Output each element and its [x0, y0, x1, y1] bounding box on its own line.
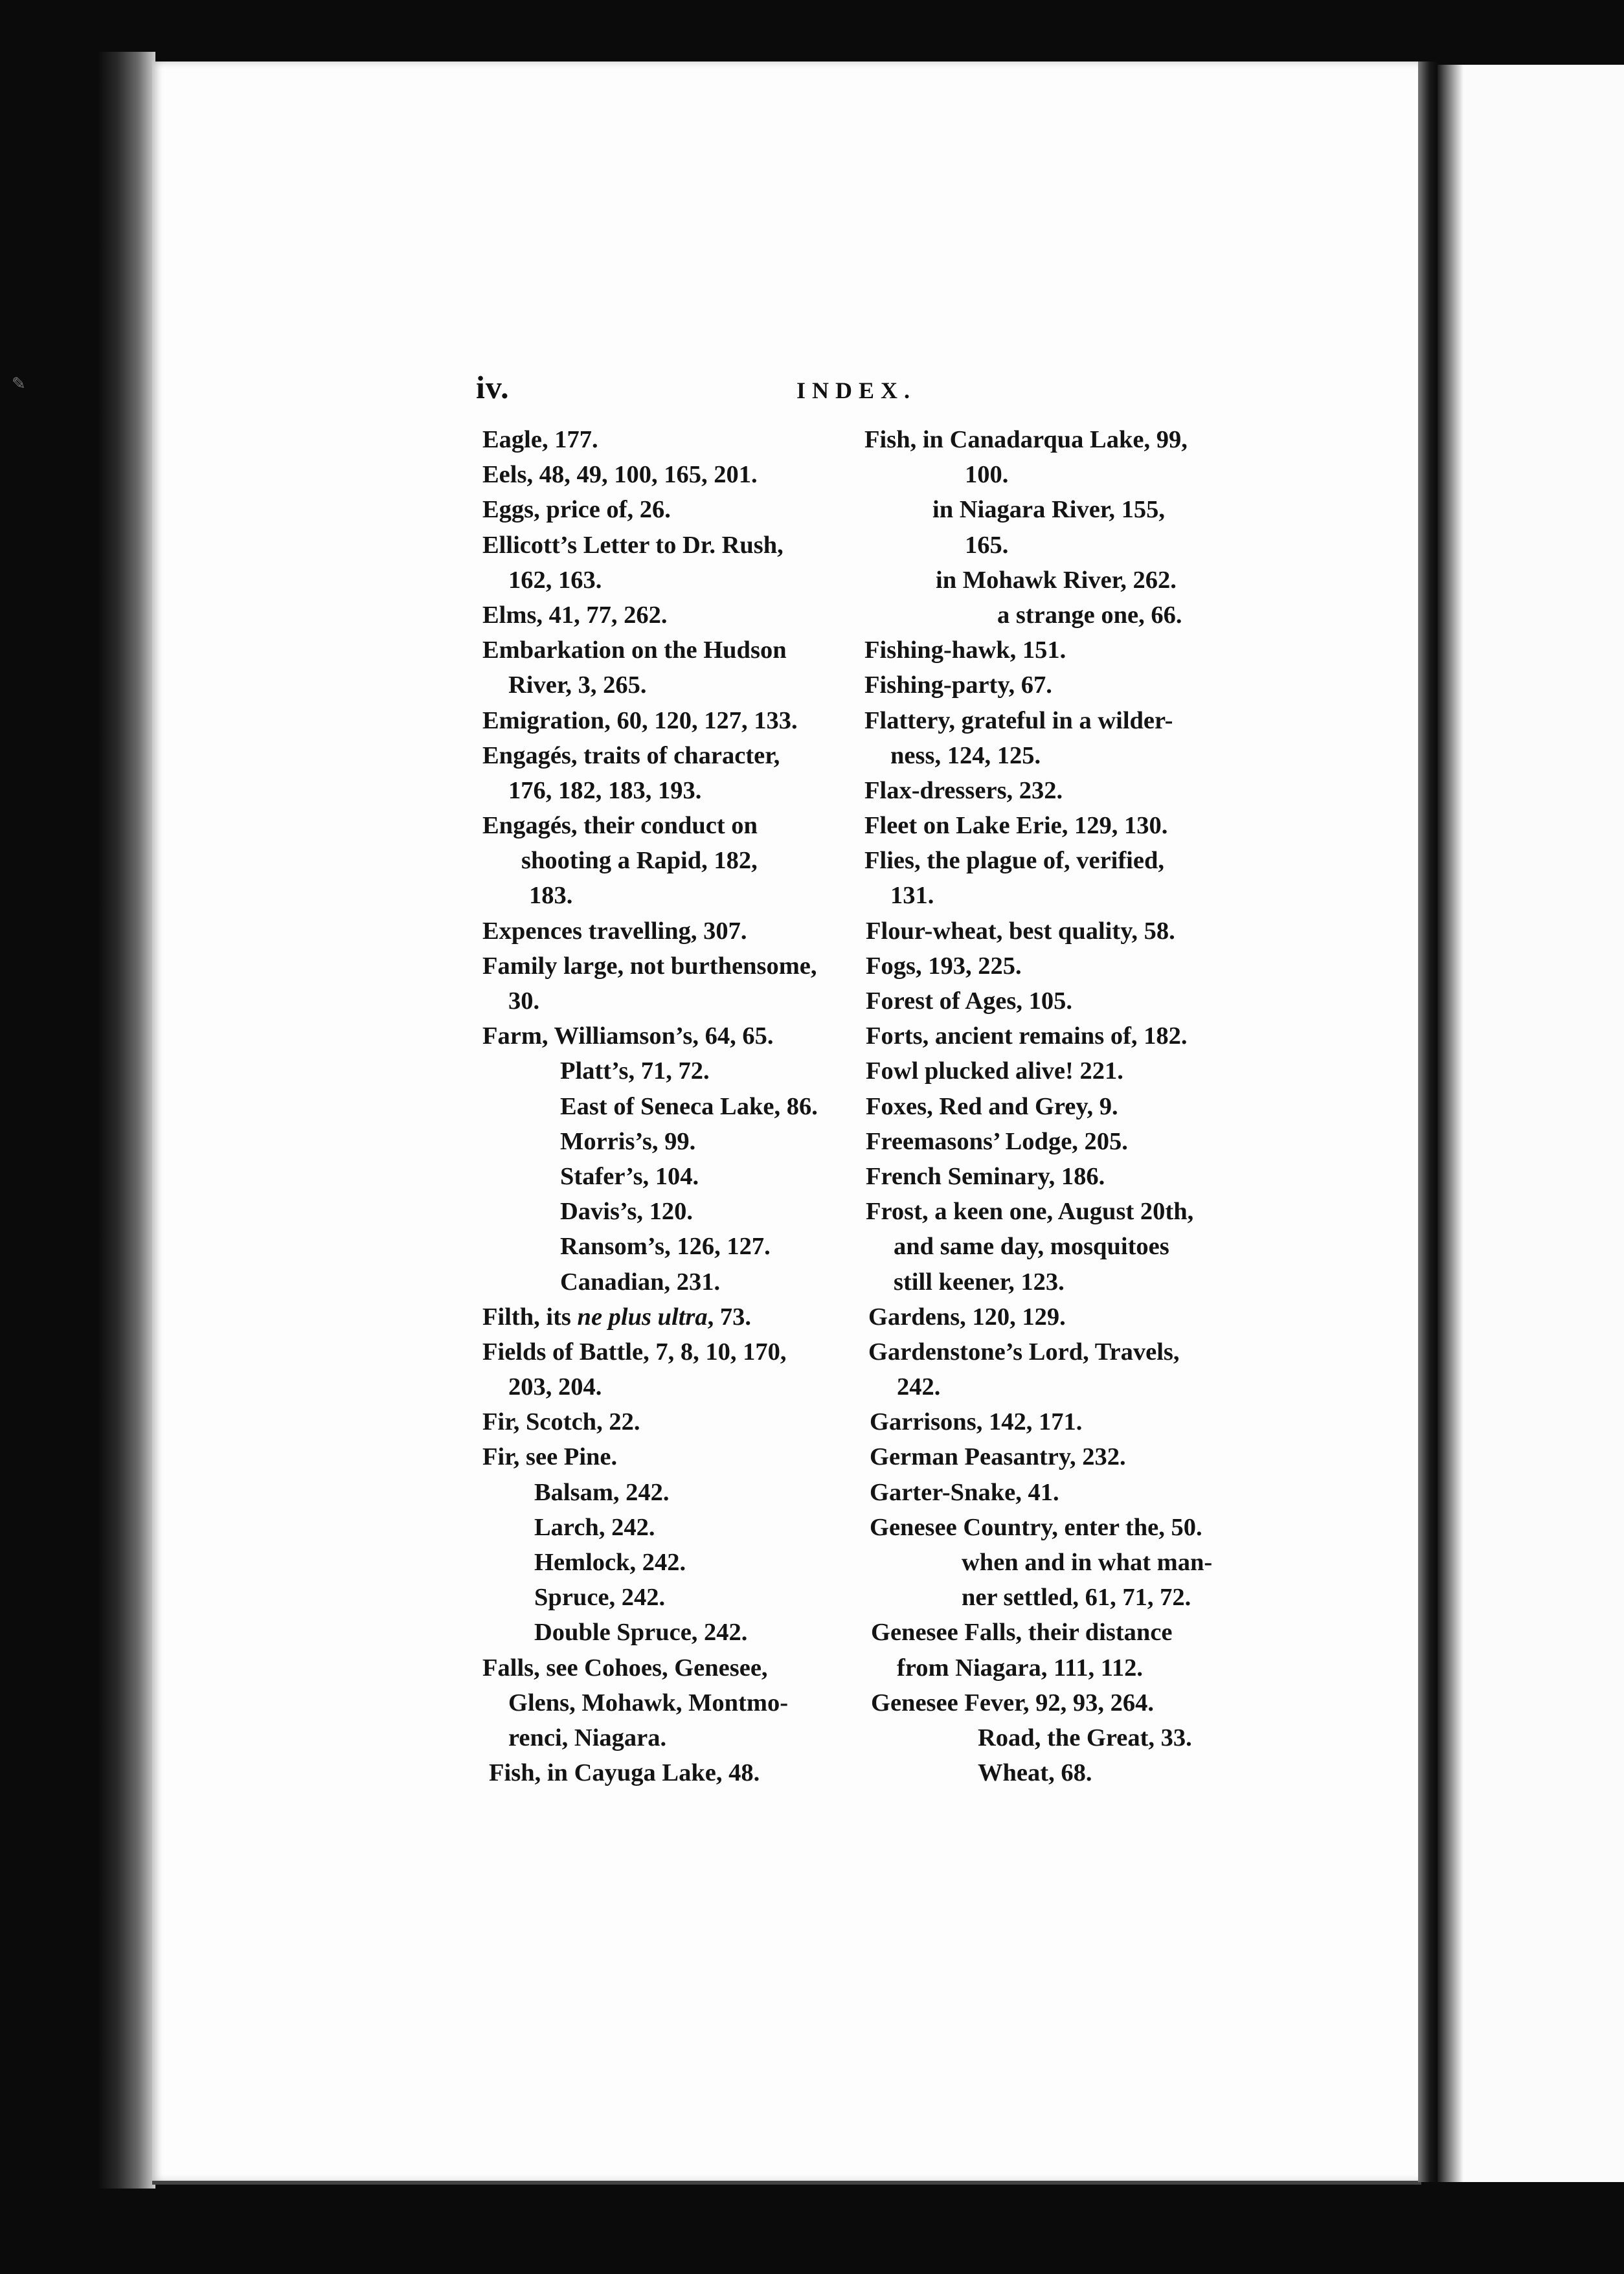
- index-entry: Fowl plucked alive! 221.: [866, 1057, 1123, 1085]
- index-entry: Falls, see Cohoes, Genesee,: [482, 1654, 768, 1682]
- index-entry: Flour-wheat, best quality, 58.: [866, 917, 1175, 945]
- index-entry: Freemasons’ Lodge, 205.: [866, 1127, 1128, 1155]
- index-entry: Forest of Ages, 105.: [866, 987, 1072, 1015]
- index-entry: Foxes, Red and Grey, 9.: [866, 1092, 1118, 1120]
- index-entry: renci, Niagara.: [508, 1724, 667, 1751]
- index-entry: Eagle, 177.: [482, 426, 598, 453]
- index-entry: Flax-dressers, 232.: [864, 776, 1063, 804]
- book-gutter: [1418, 62, 1438, 2182]
- index-entry: from Niagara, 111, 112.: [897, 1654, 1143, 1682]
- index-entry: Family large, not burthensome,: [482, 952, 817, 980]
- index-column-right: [864, 422, 1240, 1790]
- index-entry: Fields of Battle, 7, 8, 10, 170,: [482, 1338, 787, 1366]
- index-entry: Double Spruce, 242.: [534, 1619, 748, 1647]
- index-entry: 176, 182, 183, 193.: [508, 776, 702, 804]
- index-entry: 162, 163.: [508, 566, 602, 594]
- index-entry: 131.: [890, 882, 934, 910]
- left-spine-shadow: [97, 52, 155, 2189]
- index-entry: a strange one, 66.: [997, 601, 1182, 629]
- index-entry: Expences travelling, 307.: [482, 917, 747, 945]
- index-entry: Gardens, 120, 129.: [868, 1303, 1066, 1331]
- index-entry: Filth, its ne plus ultra, 73.: [482, 1303, 752, 1331]
- index-entry: Genesee Fever, 92, 93, 264.: [871, 1689, 1154, 1717]
- index-entry: Wheat, 68.: [978, 1759, 1092, 1787]
- index-entry: 242.: [897, 1373, 941, 1401]
- index-entry: Farm, Williamson’s, 64, 65.: [482, 1022, 774, 1050]
- index-entry: Engagés, their conduct on: [482, 812, 758, 840]
- index-entry: Road, the Great, 33.: [978, 1724, 1192, 1751]
- index-entry: German Peasantry, 232.: [870, 1443, 1126, 1471]
- index-entry: Garter-Snake, 41.: [870, 1478, 1059, 1506]
- index-entry: Spruce, 242.: [534, 1584, 666, 1612]
- index-entry: Fir, see Pine.: [482, 1443, 618, 1471]
- index-entry: Genesee Country, enter the, 50.: [870, 1513, 1202, 1541]
- index-entry: Embarkation on the Hudson: [482, 636, 787, 664]
- index-entry: in Mohawk River, 262.: [936, 566, 1177, 594]
- index-entry: Gardenstone’s Lord, Travels,: [868, 1338, 1180, 1366]
- index-entry: still keener, 123.: [894, 1268, 1065, 1296]
- index-column-left: [482, 422, 851, 1790]
- index-entry: Morris’s, 99.: [560, 1127, 696, 1155]
- index-entry: and same day, mosquitoes: [894, 1233, 1169, 1261]
- index-entry: Fishing-hawk, 151.: [864, 636, 1066, 664]
- scan-speck: ✎: [12, 374, 26, 393]
- index-entry: Garrisons, 142, 171.: [870, 1408, 1083, 1436]
- index-entry: in Niagara River, 155,: [932, 496, 1165, 524]
- index-entry: Fishing-party, 67.: [864, 671, 1052, 699]
- index-entry: 30.: [508, 987, 540, 1015]
- index-entry: Fogs, 193, 225.: [866, 952, 1022, 980]
- index-entry: Fleet on Lake Erie, 129, 130.: [864, 812, 1168, 840]
- index-entry: Fish, in Canadarqua Lake, 99,: [864, 426, 1188, 453]
- page-bottom-edge: [152, 2181, 1421, 2185]
- index-entry: Emigration, 60, 120, 127, 133.: [482, 706, 798, 734]
- index-entry: East of Seneca Lake, 86.: [560, 1092, 818, 1120]
- index-entry: Ellicott’s Letter to Dr. Rush,: [482, 531, 784, 559]
- index-entry: Engagés, traits of character,: [482, 741, 780, 769]
- index-entry: Fish, in Cayuga Lake, 48.: [489, 1759, 760, 1787]
- index-entry: Glens, Mohawk, Montmo-: [508, 1689, 789, 1717]
- facing-page-edge: [1438, 65, 1624, 2182]
- index-entry: 165.: [965, 531, 1009, 559]
- index-entry: Stafer’s, 104.: [560, 1162, 699, 1190]
- index-entry: French Seminary, 186.: [866, 1162, 1105, 1190]
- index-entry: Forts, ancient remains of, 182.: [866, 1022, 1188, 1050]
- index-entry: when and in what man-: [962, 1549, 1213, 1576]
- index-entry: Larch, 242.: [534, 1513, 655, 1541]
- running-title: INDEX.: [796, 377, 917, 403]
- page-number: iv.: [476, 369, 510, 405]
- index-entry: 183.: [529, 882, 573, 910]
- index-entry: Flattery, grateful in a wilder-: [864, 706, 1173, 734]
- index-entry: ner settled, 61, 71, 72.: [962, 1584, 1191, 1612]
- index-entry: ness, 124, 125.: [890, 741, 1041, 769]
- index-entry: Davis’s, 120.: [560, 1198, 693, 1226]
- index-entry: Hemlock, 242.: [534, 1549, 686, 1576]
- index-entry: shooting a Rapid, 182,: [521, 847, 758, 875]
- index-entry: Fir, Scotch, 22.: [482, 1408, 640, 1436]
- index-entry: Eggs, price of, 26.: [482, 496, 671, 524]
- index-entry: Elms, 41, 77, 262.: [482, 601, 668, 629]
- index-entry: Ransom’s, 126, 127.: [560, 1233, 771, 1261]
- index-entry: 203, 204.: [508, 1373, 602, 1401]
- index-entry: River, 3, 265.: [508, 671, 647, 699]
- index-entry: 100.: [965, 461, 1009, 489]
- index-entry: Platt’s, 71, 72.: [560, 1057, 710, 1085]
- index-entry: Flies, the plague of, verified,: [864, 847, 1164, 875]
- facing-page-shadow: [1438, 65, 1463, 2182]
- index-entry: Frost, a keen one, August 20th,: [866, 1198, 1194, 1226]
- index-entry: Genesee Falls, their distance: [871, 1619, 1173, 1647]
- index-entry: Balsam, 242.: [534, 1478, 670, 1506]
- index-entry: Canadian, 231.: [560, 1268, 721, 1296]
- index-entry: Eels, 48, 49, 100, 165, 201.: [482, 461, 758, 489]
